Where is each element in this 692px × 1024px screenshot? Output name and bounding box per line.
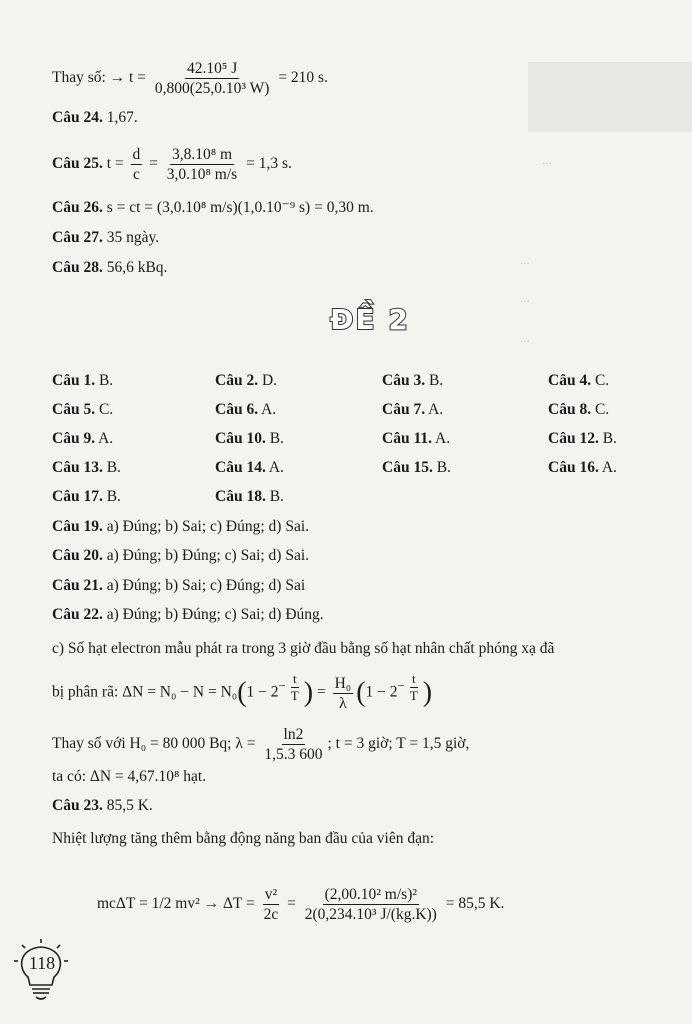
- activity-fraction: $\frac{\text{H₀}}{\lambda}$: [334, 674, 352, 712]
- final-formula: mcΔT = 1/2 mv² → ΔT = $\frac{\text{v²}}{2c}$ = $\frac{\text{(2,00.10² m/s)²}}{\text{2(0,234.10³ J/(kg.K))}}$ = 85,5 K.: [97, 886, 505, 923]
- bleed-through-background: ... ... ... ...: [0, 0, 692, 1024]
- section-heading: ĐỀ 2: [330, 303, 410, 336]
- question-19: Câu 19. a) Đúng; b) Sai; c) Đúng; d) Sai.: [52, 518, 310, 535]
- question-23: Câu 23. 85,5 K.: [52, 797, 153, 814]
- temperature-fraction: $\frac{\text{(2,00.10² m/s)²}}{\text{2(0,234.10³ J/(kg.K))}}$: [304, 886, 437, 923]
- substitution-line: Thay số: → t = $\frac{\text{42.10⁵ J}}{\text{0,800(25,0.10³ W)}}$ = 210 s.: [52, 60, 328, 97]
- question-26: Câu 26. s = ct = (3,0.10⁸ m/s)(1,0.10⁻⁹ s) = 0,30 m.: [52, 199, 374, 216]
- explanation-c: c) Số hạt electron mẫu phát ra trong 3 giờ đầu bằng số hạt nhân chất phóng xạ đã: [52, 640, 555, 657]
- page-number-badge: [14, 937, 68, 1007]
- velocity-fraction: $\frac{\text{v²}}{2c}$: [263, 886, 279, 923]
- question-22: Câu 22. a) Đúng; b) Đúng; c) Sai; d) Đúng.: [52, 606, 324, 623]
- result-line: ta có: ΔN = 4,67.10⁸ hạt.: [52, 768, 207, 785]
- power-fraction: $\frac{\text{42.10⁵ J}}{\text{0,800(25,0.10³ W)}}$: [154, 60, 270, 97]
- question-20: Câu 20. a) Đúng; b) Đúng; c) Sai; d) Sai.: [52, 547, 310, 564]
- question-27: Câu 27. 35 ngày.: [52, 229, 160, 246]
- question-21: Câu 21. a) Đúng; b) Sai; c) Đúng; d) Sai: [52, 577, 306, 594]
- substitution-values: Thay số với H₀ = 80 000 Bq; λ = $\frac{\ln 2}{1,5.3 600}$ ; t = 3 giờ; T = 1,5 giờ,: [52, 726, 470, 763]
- heat-explanation: Nhiệt lượng tăng thêm bằng động năng ban đầu của viên đạn:: [52, 830, 435, 847]
- question-25: Câu 25. t = $\frac{d}{c}$ = $\frac{\text{3,8.10⁸ m}}{\text{3,0.10⁸ m/s}}$ = 1,3 s.: [52, 146, 292, 183]
- d-over-c-fraction: $\frac{d}{c}$: [132, 146, 141, 183]
- question-24: Câu 24. 1,67.: [52, 109, 138, 126]
- distance-fraction: $\frac{\text{3,8.10⁸ m}}{\text{3,0.10⁸ m/s}}$: [166, 146, 238, 183]
- page-number: 118: [28, 953, 56, 973]
- decay-formula: bị phân rã: $\Delta N = N_0 - N = N_0(1 - 2^{- \frac{t}{T}}$ ) = $\frac{\text{H₀}}{\lambda}$ ($1 - 2^{- \frac{t}{T}}$ ): [52, 671, 433, 712]
- lambda-fraction: $\frac{\ln 2}{1,5.3 600}$: [264, 726, 323, 763]
- question-28: Câu 28. 56,6 kBq.: [52, 259, 168, 276]
